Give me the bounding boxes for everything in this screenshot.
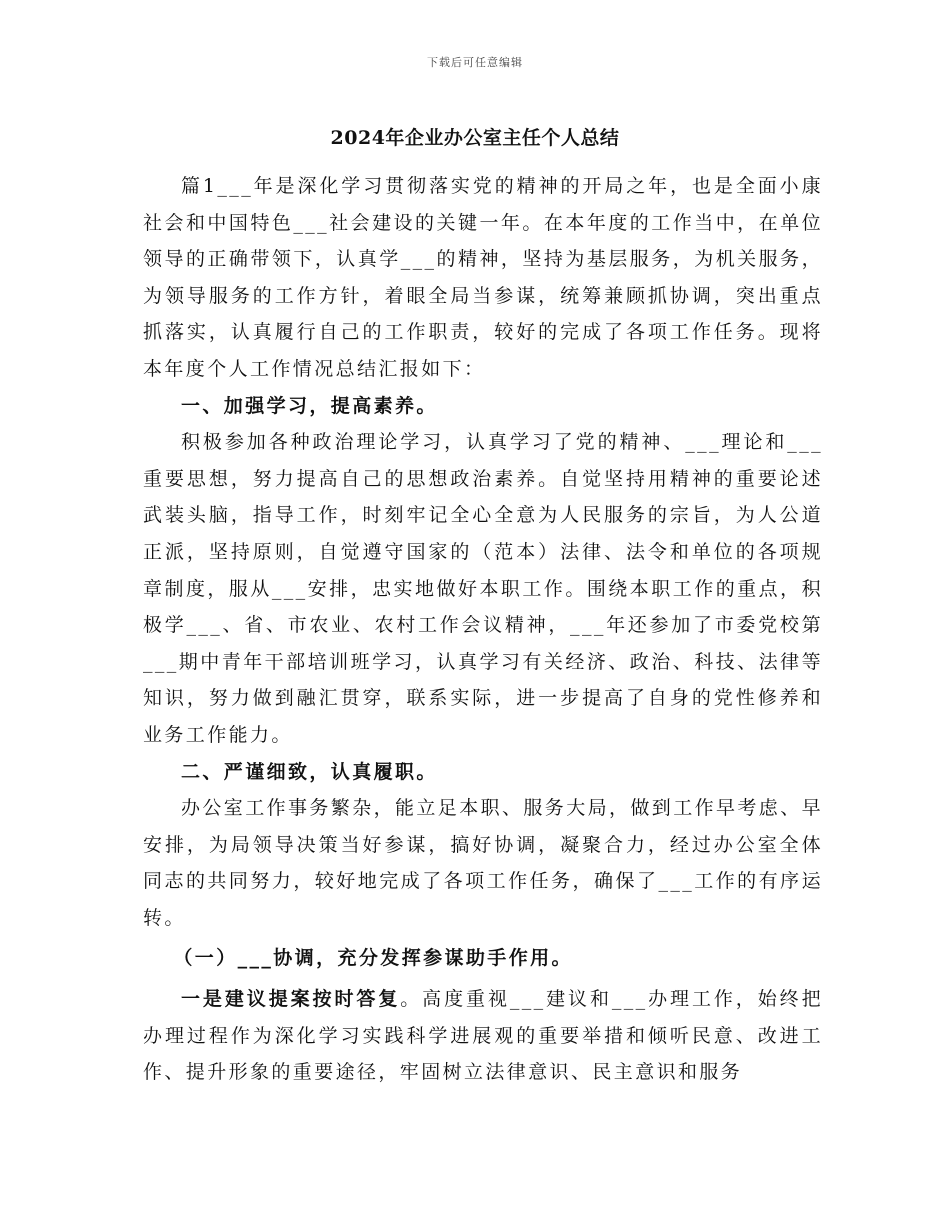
subsection-1-heading: （一）___协调，充分发挥参谋助手作用。 — [173, 947, 573, 970]
intro-paragraph: 篇1___年是深化学习贯彻落实党的精神的开局之年，也是全面小康社会和中国特色___社会建设的关键一年。在本年度的工作当中，在单位领导的正确带领下，认真学___的精神，坚持为基层服务，为机关服务，为领导服务的工作方针，着眼全局当参谋，统筹兼顾抓协调，突出重点抓落实，认真履行自己的工作职责，较好的完成了各项工作任务。现将本年度个人工作情况总结汇报如下： — [143, 175, 823, 380]
item-1-lead: 一是建议提案按时答复 — [181, 988, 401, 1011]
item-1-body: 。高度重视___建议和___办理工作，始终把办理过程作为深化学习实践科学进展观的重要举措和倾听民意、改进工作、提升形象的重要途径，牢固树立法律意识、民主意识和服务 — [143, 988, 823, 1084]
document-title: 2024年企业办公室主任个人总结 — [330, 127, 620, 149]
document-body — [143, 168, 823, 1091]
section-2-paragraph: 办公室工作事务繁杂，能立足本职、服务大局，做到工作早考虑、早安排，为局领导决策当好参谋，搞好协调，凝聚合力，经过办公室全体同志的共同努力，较好地完成了各项工作任务，确保了___工作的有序运转。 — [143, 797, 824, 929]
item-1-paragraph — [143, 981, 823, 1091]
page-header-note: 下载后可任意编辑 — [427, 56, 523, 69]
section-1-paragraph: 积极参加各种政治理论学习，认真学习了党的精神、___理论和___重要思想，努力提高自己的思想政治素养。自觉坚持用精神的重要论述武装头脑，指导工作，时刻牢记全心全意为人民服务的宗旨，为人公道正派，坚持原则，自觉遵守国家的（范本）法律、法令和单位的各项规章制度，服从___安排，忠实地做好本职工作。围绕本职工作的重点，积极学___、省、市农业、农村工作会议精神，___年还参加了市委党校第___期中青年干部培训班学习，认真学习有关经济、政治、科技、法律等知识，努力做到融汇贯穿，联系实际，进一步提高了自身的党性修养和业务工作能力。 — [143, 431, 823, 746]
section-2-heading: 二、严谨细致，认真履职。 — [181, 760, 438, 783]
section-1-heading: 一、加强学习，提高素养。 — [181, 394, 438, 417]
